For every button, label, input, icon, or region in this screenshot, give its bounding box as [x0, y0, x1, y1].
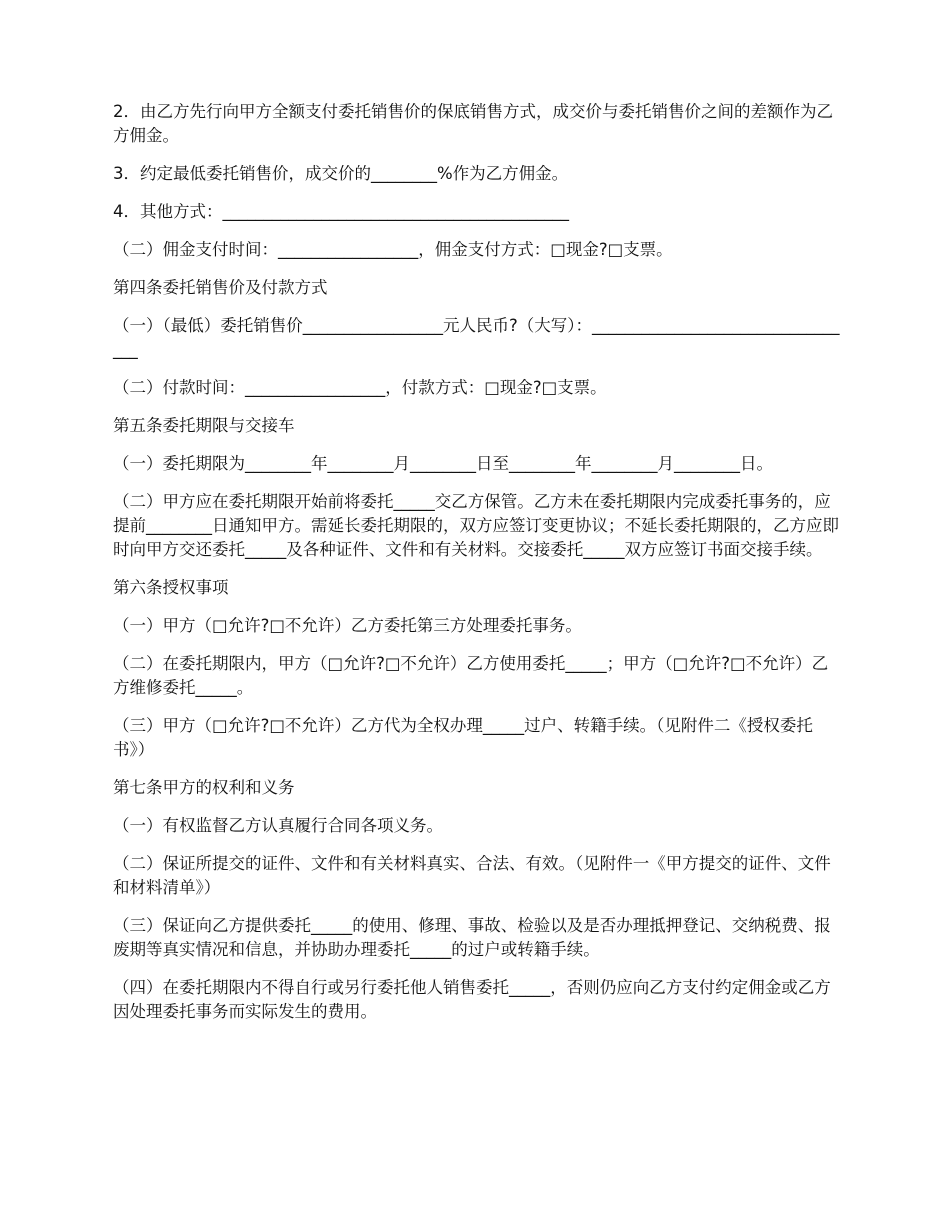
clause-5-1: （一）委托期限为________年________月________日至________年________月________日。 — [113, 454, 773, 473]
clause-6-2: （二）在委托期限内，甲方（□允许?□不允许）乙方使用委托_____；甲方（□允许?□不允许）乙方维修委托_____。 — [113, 654, 829, 697]
article-4-heading: 第四条委托销售价及付款方式 — [113, 278, 328, 297]
clause-3-1-item-3: 3．约定最低委托销售价，成交价的________%作为乙方佣金。 — [113, 164, 569, 183]
article-6-heading: 第六条授权事项 — [113, 578, 229, 597]
clause-7-2: （二）保证所提交的证件、文件和有关材料真实、合法、有效。（见附件一《甲方提交的证件、文件和材料清单》） — [113, 854, 831, 897]
clause-3-1-item-2: 2．由乙方先行向甲方全额支付委托销售价的保底销售方式，成交价与委托销售价之间的差额作为乙方佣金。 — [113, 102, 833, 145]
clause-7-1: （一）有权监督乙方认真履行合同各项义务。 — [113, 816, 443, 835]
clause-3-2: （二）佣金支付时间：_________________，佣金支付方式：□现金?□支票。 — [113, 240, 673, 259]
article-7-heading: 第七条甲方的权利和义务 — [113, 778, 295, 797]
clause-3-1-item-4: 4．其他方式：__________________________________________ — [113, 202, 569, 221]
clause-7-3: （三）保证向乙方提供委托_____的使用、修理、事故、检验以及是否办理抵押登记、交纳税费、报废期等真实情况和信息，并协助办理委托_____的过户或转籍手续。 — [113, 916, 831, 959]
clause-6-3: （三）甲方（□允许?□不允许）乙方代为全权办理_____过户、转籍手续。（见附件二《授权委托书》） — [113, 716, 813, 759]
clause-4-1: （一）（最低）委托销售价_________________元人民币?（大写）：_________________________________ — [113, 316, 840, 359]
clause-7-4: （四）在委托期限内不得自行或另行委托他人销售委托_____，否则仍应向乙方支付约定佣金或乙方因处理委托事务而实际发生的费用。 — [113, 978, 831, 1021]
document-page — [113, 100, 841, 1038]
clause-5-2: （二）甲方应在委托期限开始前将委托_____交乙方保管。乙方未在委托期限内完成委托事务的，应提前________日通知甲方。需延长委托期限的，双方应签订变更协议；不延长委托期限的，乙方应即时向甲方交还委托_____及各种证件、文件和有关材料。交接委托_____双方应签订书面交接手续。 — [113, 492, 839, 559]
clause-6-1: （一）甲方（□允许?□不允许）乙方委托第三方处理委托事务。 — [113, 616, 582, 635]
clause-4-2: （二）付款时间：_________________，付款方式：□现金?□支票。 — [113, 378, 607, 397]
article-5-heading: 第五条委托期限与交接车 — [113, 416, 295, 435]
